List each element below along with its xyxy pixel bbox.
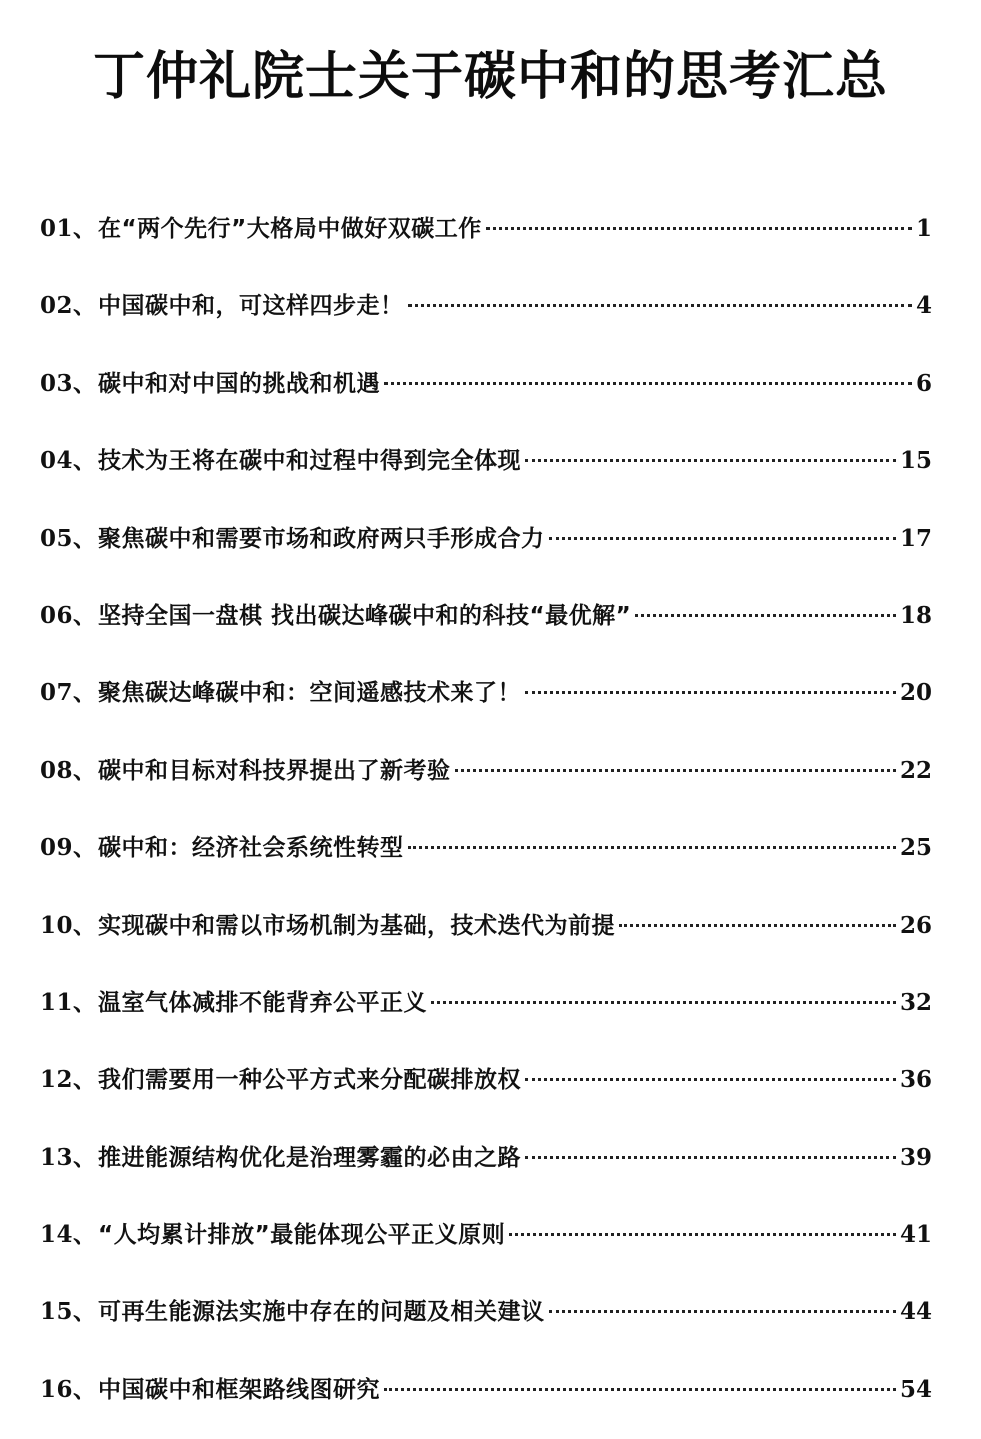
table-of-contents <box>40 200 932 1438</box>
toc-entry-title: 技术为王将在碳中和过程中得到完全体现 <box>98 448 522 475</box>
toc-entry-separator: 、 <box>73 680 97 707</box>
toc-dot-leader <box>408 846 896 849</box>
toc-entry-title: 中国碳中和，可这样四步走！ <box>98 293 404 320</box>
toc-entry-title: 实现碳中和需以市场机制为基础，技术迭代为前提 <box>98 912 616 939</box>
toc-entry-title: 温室气体减排不能背弃公平正义 <box>98 989 428 1016</box>
toc-entry-title: “人均累计排放”最能体现公平正义原则 <box>98 1222 506 1249</box>
toc-entry[interactable] <box>40 1361 932 1438</box>
toc-entry-title: 碳中和：经济社会系统性转型 <box>98 835 404 862</box>
toc-entry-page-number: 41 <box>899 1221 932 1249</box>
toc-entry-page-number: 36 <box>899 1066 932 1094</box>
toc-dot-leader <box>549 537 896 540</box>
toc-entry-page-number: 6 <box>915 369 932 397</box>
toc-entry-page-number: 25 <box>899 834 932 862</box>
toc-entry-separator: 、 <box>73 448 97 475</box>
toc-dot-leader <box>525 1078 896 1081</box>
toc-dot-leader <box>619 924 896 927</box>
toc-entry[interactable] <box>40 200 932 277</box>
toc-entry-separator: 、 <box>73 1376 97 1403</box>
toc-entry[interactable] <box>40 742 932 819</box>
toc-entry[interactable] <box>40 587 932 664</box>
toc-entry[interactable] <box>40 974 932 1051</box>
toc-entry[interactable] <box>40 1051 932 1128</box>
toc-entry-title: 在“两个先行”大格局中做好双碳工作 <box>98 216 482 242</box>
toc-dot-leader <box>431 1001 896 1004</box>
toc-entry-page-number: 20 <box>899 679 932 707</box>
toc-dot-leader <box>549 1310 896 1313</box>
toc-entry-separator: 、 <box>73 1067 97 1094</box>
toc-entry-title: 坚持全国一盘棋 找出碳达峰碳中和的科技“最优解” <box>98 602 632 629</box>
toc-entry-number: 15 <box>40 1298 74 1326</box>
toc-entry-separator: 、 <box>73 835 97 862</box>
toc-entry-number: 08 <box>40 756 74 784</box>
toc-entry-separator: 、 <box>73 370 97 397</box>
toc-entry-title: 聚焦碳中和需要市场和政府两只手形成合力 <box>98 525 545 552</box>
toc-entry[interactable] <box>40 355 932 432</box>
toc-entry[interactable] <box>40 1206 932 1283</box>
toc-entry-page-number: 39 <box>899 1143 932 1171</box>
toc-entry-title: 推进能源结构优化是治理雾霾的必由之路 <box>98 1144 522 1171</box>
toc-entry-number: 03 <box>40 369 74 397</box>
toc-entry-number: 16 <box>40 1375 74 1403</box>
toc-entry-number: 01 <box>40 215 74 242</box>
toc-entry[interactable] <box>40 819 932 896</box>
toc-entry-separator: 、 <box>73 602 97 629</box>
toc-entry[interactable] <box>40 510 932 587</box>
toc-dot-leader <box>384 1388 896 1391</box>
toc-dot-leader <box>525 459 896 462</box>
toc-entry-separator: 、 <box>73 1144 97 1171</box>
toc-entry-number: 14 <box>40 1221 74 1249</box>
toc-dot-leader <box>525 691 896 694</box>
toc-entry-number: 06 <box>40 601 74 629</box>
toc-entry-separator: 、 <box>73 1299 97 1326</box>
toc-entry-separator: 、 <box>73 293 97 320</box>
toc-entry-separator: 、 <box>73 912 97 939</box>
toc-entry-number: 07 <box>40 679 74 707</box>
toc-entry-title: 聚焦碳达峰碳中和：空间遥感技术来了！ <box>98 680 522 707</box>
toc-entry-page-number: 32 <box>899 988 932 1016</box>
toc-entry-number: 09 <box>40 834 74 862</box>
toc-entry-page-number: 22 <box>899 756 932 784</box>
toc-entry[interactable] <box>40 432 932 509</box>
toc-dot-leader <box>509 1233 896 1236</box>
toc-entry[interactable] <box>40 1129 932 1206</box>
toc-entry-number: 04 <box>40 447 74 475</box>
toc-entry[interactable] <box>40 277 932 354</box>
toc-dot-leader <box>408 304 912 307</box>
toc-entry-number: 13 <box>40 1143 74 1171</box>
toc-entry-separator: 、 <box>73 757 97 784</box>
toc-entry-number: 02 <box>40 292 74 320</box>
toc-entry-separator: 、 <box>73 525 97 552</box>
toc-entry-separator: 、 <box>73 989 97 1016</box>
toc-entry-number: 11 <box>40 988 74 1016</box>
toc-entry-separator: 、 <box>73 216 97 242</box>
toc-entry-page-number: 15 <box>899 447 932 475</box>
toc-entry-title: 中国碳中和框架路线图研究 <box>98 1376 381 1403</box>
toc-entry-number: 05 <box>40 524 74 552</box>
toc-entry-page-number: 1 <box>915 215 932 242</box>
toc-entry-title: 碳中和对中国的挑战和机遇 <box>98 370 381 397</box>
toc-dot-leader <box>525 1156 896 1159</box>
toc-entry-page-number: 4 <box>915 292 932 320</box>
page-title: 丁仲礼院士关于碳中和的思考汇总 <box>92 47 888 107</box>
toc-entry[interactable] <box>40 1283 932 1360</box>
toc-entry[interactable] <box>40 897 932 974</box>
toc-dot-leader <box>635 614 896 617</box>
toc-entry-title: 我们需要用一种公平方式来分配碳排放权 <box>98 1067 522 1094</box>
toc-entry-page-number: 18 <box>899 601 932 629</box>
toc-entry-number: 12 <box>40 1066 74 1094</box>
toc-entry-page-number: 17 <box>899 524 932 552</box>
toc-entry-number: 10 <box>40 911 74 939</box>
toc-entry-page-number: 44 <box>899 1298 932 1326</box>
toc-entry-page-number: 54 <box>899 1375 932 1403</box>
toc-dot-leader <box>486 227 912 230</box>
toc-entry-separator: 、 <box>73 1222 97 1249</box>
toc-dot-leader <box>455 769 896 772</box>
toc-entry[interactable] <box>40 664 932 741</box>
toc-entry-title: 可再生能源法实施中存在的问题及相关建议 <box>98 1299 545 1326</box>
toc-entry-title: 碳中和目标对科技界提出了新考验 <box>98 757 451 784</box>
toc-dot-leader <box>384 382 912 385</box>
toc-entry-page-number: 26 <box>899 911 932 939</box>
